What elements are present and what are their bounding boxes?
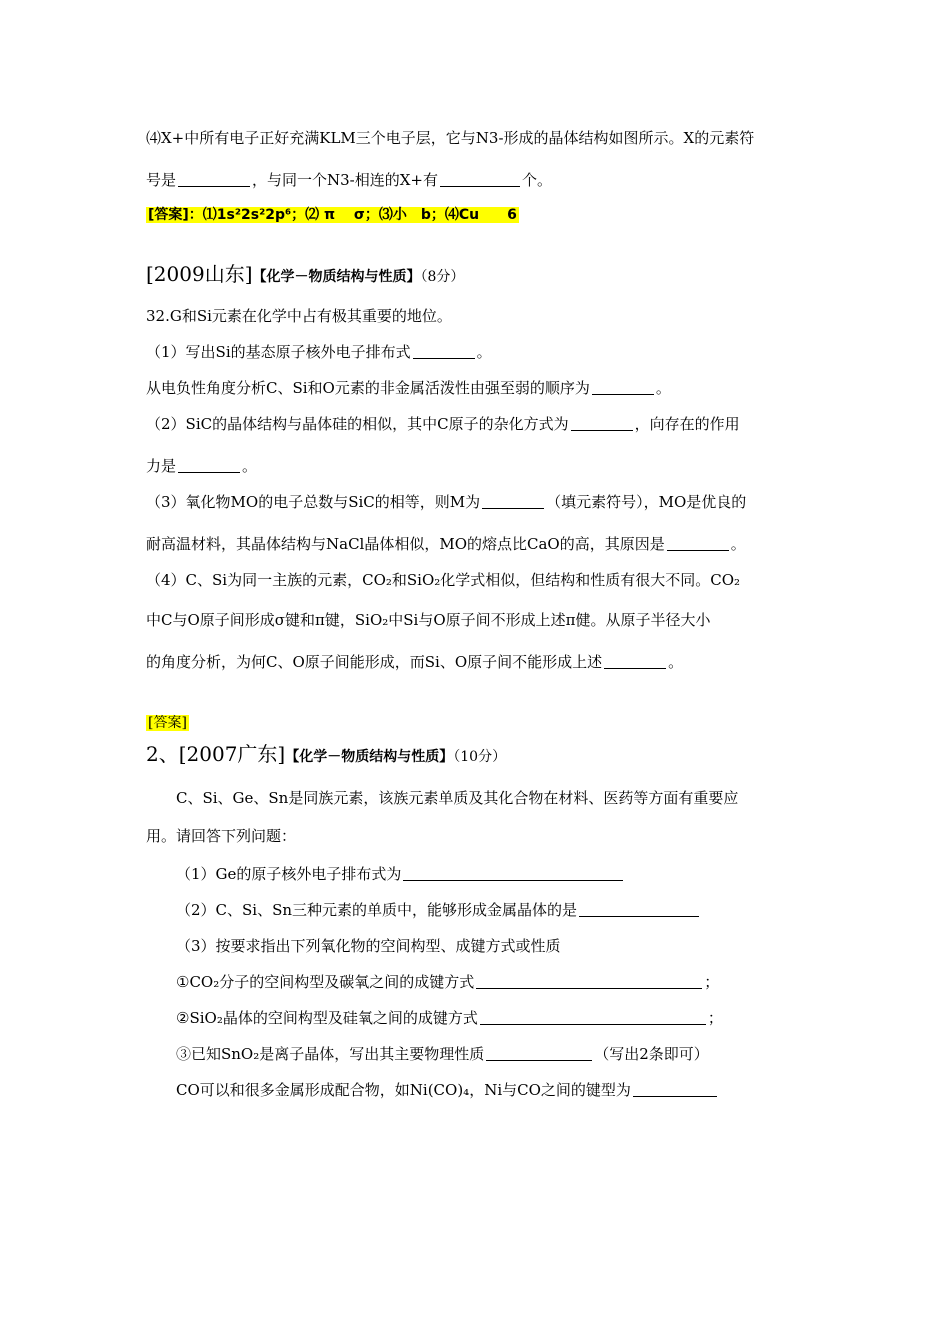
answer-line-2009	[146, 712, 189, 733]
question-4: CO可以和很多金属形成配合物，如Ni(CO)₄，Ni与CO之间的键型为	[176, 1080, 719, 1100]
question-4-line-a: （4）C、Si为同一主族的元素，CO₂和SiO₂化学式相似，但结构和性质有很大不同。CO₂	[146, 571, 741, 589]
question-1b: 从电负性角度分析C、Si和O元素的非金属活泼性由强至弱的顺序为 。	[146, 379, 671, 397]
answer-blank[interactable]	[178, 458, 240, 473]
answer-blank[interactable]	[480, 1010, 706, 1025]
question-3a: ①CO₂分子的空间构型及碳氧之间的成键方式 ；	[176, 973, 720, 991]
question-1: （1）写出Si的基态原子核外电子排布式 。	[146, 343, 492, 361]
question-4-line-c: 的角度分析，为何C、O原子间能形成，而Si、O原子间不能形成上述 。	[146, 653, 684, 671]
answer-highlight: [答案]：⑴1s²2s²2p⁶；⑵ π σ；⑶小 b；⑷Cu 6	[148, 207, 517, 223]
answer-line	[146, 204, 519, 225]
answer-blank[interactable]	[440, 172, 520, 187]
answer-blank[interactable]	[571, 416, 633, 431]
answer-blank[interactable]	[413, 344, 475, 359]
answer-blank[interactable]	[486, 1046, 592, 1061]
answer-blank[interactable]	[592, 380, 654, 395]
question-4-line-b: 中C与O原子间形成σ键和π键，SiO₂中Si与O原子间不形成上述π健。从原子半径大小	[146, 611, 711, 629]
answer-blank[interactable]	[482, 494, 544, 509]
question-4-line-2: 号是 ，与同一个N3-相连的X+有 个。	[146, 171, 553, 189]
question-4-line-1: ⑷X+中所有电子正好充满KLM三个电子层，它与N3-形成的晶体结构如图所示。X的元素符	[146, 129, 755, 147]
intro-line-2: 用。请回答下列问题：	[146, 827, 297, 845]
question-3c: ③已知SnO₂是离子晶体，写出其主要物理性质 （写出2条即可）	[176, 1045, 709, 1063]
answer-blank[interactable]	[667, 536, 729, 551]
answer-blank[interactable]	[604, 654, 666, 669]
answer-blank[interactable]	[178, 172, 250, 187]
answer-blank[interactable]	[403, 866, 623, 881]
question-3b: ②SiO₂晶体的空间构型及硅氧之间的成键方式 ；	[176, 1009, 723, 1027]
question-3-line-2: 耐高温材料，其晶体结构与NaCl晶体相似，MO的熔点比CaO的高，其原因是 。	[146, 535, 746, 553]
question-1: （1）Ge的原子核外电子排布式为	[176, 864, 625, 884]
answer-blank[interactable]	[633, 1082, 717, 1097]
question-intro: 32.G和Si元素在化学中占有极其重要的地位。	[146, 307, 452, 325]
question-2: （2）C、Si、Sn三种元素的单质中，能够形成金属晶体的是	[176, 900, 701, 920]
question-2-line-1: （2）SiC的晶体结构与晶体硅的相似，其中C原子的杂化方式为 ，向存在的作用	[146, 415, 740, 433]
question-2-line-2: 力是 。	[146, 457, 258, 475]
question-3-line-1: （3）氧化物MO的电子总数与SiC的相等，则M为 （填元素符号），MO是优良的	[146, 493, 747, 511]
question-3: （3）按要求指出下列氧化物的空间构型、成键方式或性质	[176, 937, 561, 955]
answer-highlight: [答案]	[148, 715, 187, 731]
section-heading-2007: 2、[2007广东]【化学－物质结构与性质】（10分）	[146, 742, 507, 766]
answer-blank[interactable]	[579, 902, 699, 917]
answer-blank[interactable]	[476, 974, 702, 989]
section-heading-2009: [2009山东]【化学－物质结构与性质】（8分）	[146, 262, 465, 286]
intro-line-1: C、Si、Ge、Sn是同族元素，该族元素单质及其化合物在材料、医药等方面有重要应	[176, 789, 739, 807]
